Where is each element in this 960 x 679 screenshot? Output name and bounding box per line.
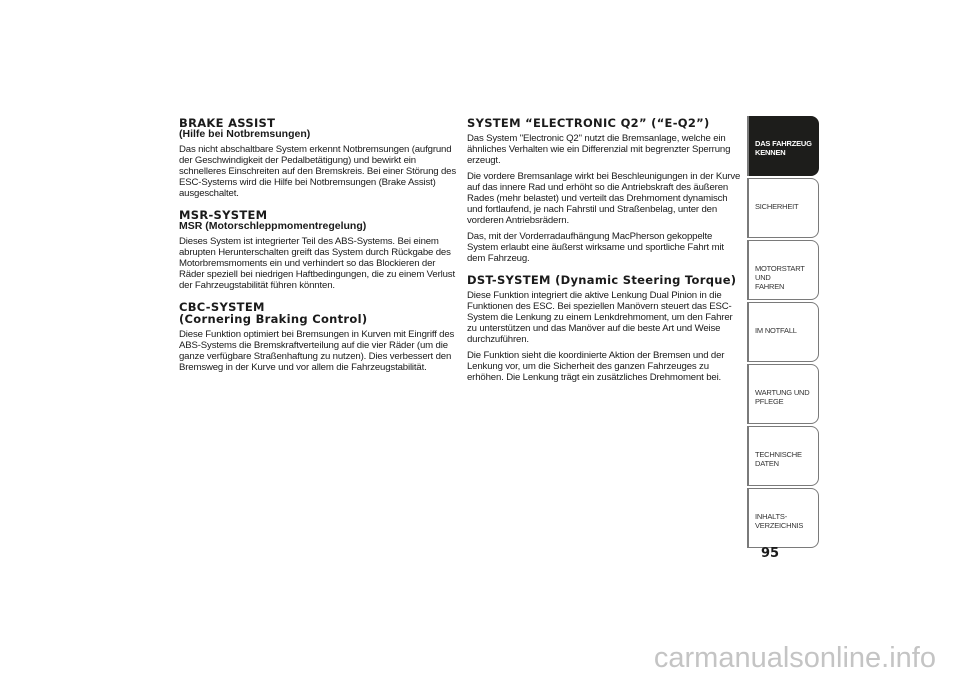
eq2-paragraph: Die vordere Bremsanlage wirkt bei Beschleunigungen in der Kurve auf das innere Rad und erhöht so die Antriebskraft des äußeren Rades (mehr belastet) und verteilt das Drehmoment dynamisch und fortlaufend, je nach Fahrstil und Straßenbelag, unter den vorderen Antriebsrädern.: [467, 171, 741, 226]
cbc-section: [179, 301, 459, 373]
eq2-section: [467, 117, 741, 264]
tab-technische-daten[interactable]: [749, 426, 819, 486]
left-column: [179, 117, 459, 383]
eq2-heading: SYSTEM “ELECTRONIC Q2” (“E-Q2”): [467, 116, 710, 130]
tab-wartung-und-pflege[interactable]: [749, 364, 819, 424]
tab-sicherheit[interactable]: [749, 178, 819, 238]
right-column: [467, 117, 741, 393]
dst-paragraph: Diese Funktion integriert die aktive Lenkung Dual Pinion in die Funktionen des ESC. Bei speziellen Manövern steuert das ESC-System die Lenkung zu einem Lenkdrehmoment, um den Fahrer zu unterstützen und das Manöver auf die beste Art und Weise durchzuführen.: [467, 290, 733, 345]
tab-label-line2: VERZEICHNIS: [755, 521, 804, 530]
tab-motorstart-und-fahren[interactable]: [749, 240, 819, 300]
dst-section: [467, 274, 741, 383]
tab-label-line2: PFLEGE: [755, 397, 784, 406]
dst-paragraph: Die Funktion sieht die koordinierte Aktion der Bremsen und der Lenkung vor, um die Sicherheit des ganzen Fahrzeuges zu erhöhen. Die Lenkung trägt ein zusätzliches Drehmoment bei.: [467, 350, 725, 383]
tab-label-line1: DAS FAHRZEUG: [755, 139, 812, 148]
dst-heading: DST-SYSTEM (Dynamic Steering Torque): [467, 273, 737, 287]
chapter-nav: [749, 116, 819, 550]
page-number: 95: [761, 546, 780, 561]
tab-inhaltsverzeichnis[interactable]: [749, 488, 819, 548]
watermark-text: carmanualsonline.info: [653, 642, 936, 674]
brake-assist-section: [179, 117, 459, 199]
tab-label-line1: MOTORSTART UND: [755, 264, 805, 282]
tab-label-line1: INHALTS-: [755, 512, 788, 521]
cbc-heading: CBC-SYSTEM: [179, 300, 265, 314]
tab-das-fahrzeug-kennen[interactable]: [749, 116, 819, 176]
tab-label-line2: KENNEN: [755, 148, 786, 157]
msr-heading: MSR-SYSTEM: [179, 208, 268, 222]
tab-label-line1: TECHNISCHE DATEN: [755, 450, 802, 468]
cbc-paragraph: Diese Funktion optimiert bei Bremsungen in Kurven mit Eingriff des ABS-Systems die Bremskraftverteilung auf die vier Räder (um die ganze verfügbare Straßenhaftung zu nutzen). Dies verbessert den Bremsweg in der Kurve und vor allem die Fahrzeugstabilität.: [179, 329, 455, 373]
brake-assist-heading: BRAKE ASSIST: [179, 116, 276, 130]
tab-im-notfall[interactable]: [749, 302, 819, 362]
tab-label-line2: FAHREN: [755, 282, 785, 291]
msr-subheading: MSR (Motorschleppmomentregelung): [179, 220, 367, 232]
msr-paragraph: Dieses System ist integrierter Teil des ABS-Systems. Bei einem abrupten Herunterschalten greift das System durch Rückgabe des Motorbremsmoments ein und verhindert so das Blockieren der Räder speziell bei niedrigen Haftbedingungen, die zu einem Verlust der Fahrzeugstabilität führen könnten.: [179, 236, 455, 291]
msr-section: [179, 209, 459, 291]
brake-assist-paragraph: Das nicht abschaltbare System erkennt Notbremsungen (aufgrund der Geschwindigkeit der Pedalbetätigung) und bewirkt ein schnelleres Einschreiten auf den Bremskreis. Bei einer Störung des ESC-Systems wird die Hilfe bei Notbremsungen (Brake Assist) ausgeschaltet.: [179, 144, 456, 199]
tab-label-line1: WARTUNG UND: [755, 388, 810, 397]
tab-label-line1: SICHERHEIT: [755, 202, 799, 211]
eq2-paragraph: Das System "Electronic Q2" nutzt die Bremsanlage, welche ein ähnliches Verhalten wie ein Differenzial mit begrenzter Sperrung erzeugt.: [467, 133, 731, 166]
eq2-paragraph: Das, mit der Vorderradaufhängung MacPherson gekoppelte System erlaubt eine äußerst wirksame und sportliche Fahrt mit dem Fahrzeug.: [467, 231, 724, 264]
brake-assist-subheading: (Hilfe bei Notbremsungen): [179, 128, 311, 140]
cbc-heading-line2: (Cornering Braking Control): [179, 312, 368, 326]
tab-label-line1: IM NOTFALL: [755, 326, 797, 335]
